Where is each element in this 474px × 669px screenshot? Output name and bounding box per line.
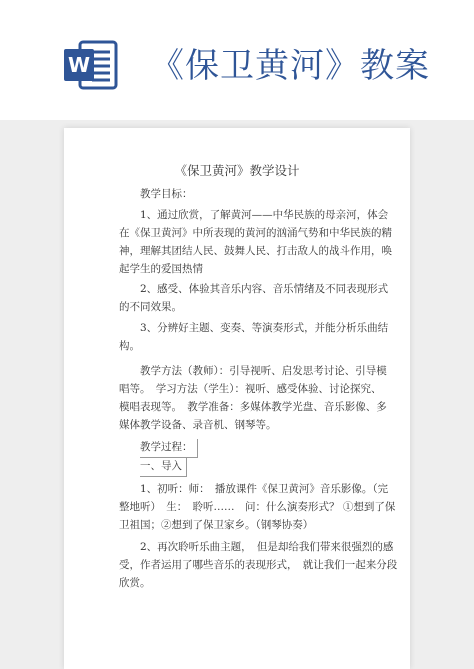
paragraph-line: 神，理解其团结人民、鼓舞人民、打击敌人的战斗作用，唤: [119, 245, 392, 257]
paragraph-line: 欣赏。: [119, 577, 151, 589]
paragraph-line: 1、初听：师： 播放课件《保卫黄河》音乐影像。（完: [140, 483, 389, 495]
paragraph-line: 受，作者运用了哪些音乐的表现形式， 就让我们一起来分段: [119, 559, 398, 571]
paragraph-line: 的不同效果。: [119, 301, 182, 313]
paragraph-line: 2、感受、体验其音乐内容、音乐情绪及不同表现形式: [140, 283, 389, 295]
document-title: 《保卫黄河》教学设计: [174, 163, 300, 178]
paragraph-line: 整地听） 生： 聆听…… 问：什么演奏形式？ ①想到了保: [119, 501, 396, 513]
header-banner: [0, 0, 474, 120]
word-icon: [62, 36, 120, 94]
paragraph-line: 起学生的爱国热情: [119, 263, 203, 275]
document-page: [64, 128, 410, 669]
paragraph-line: 构。: [119, 340, 140, 352]
paragraph-line: 教学目标：: [140, 188, 193, 200]
page-title: 《保卫黄河》教案: [150, 46, 430, 86]
paragraph-line: 媒体教学设备、录音机、钢琴等。: [119, 419, 277, 431]
section-heading: 一、导入: [140, 458, 187, 477]
paragraph-line: 在《保卫黄河》中所表现的黄河的汹涌气势和中华民族的精: [119, 227, 392, 239]
paragraph-line: 教学方法（教师）：引导视听、启发思考讨论、引导模: [140, 365, 387, 377]
section-heading: 教学过程：: [140, 439, 198, 458]
word-icon-letter: W: [67, 53, 91, 77]
paragraph-line: 1、通过欣赏，了解黄河——中华民族的母亲河，体会: [140, 209, 389, 221]
paragraph-line: 唱等。 学习方法（学生）：视听、感受体验、讨论探究、: [119, 383, 382, 395]
paragraph-line: 模唱表现等。 教学准备：多媒体教学光盘、音乐影像、多: [119, 401, 387, 413]
paragraph-line: 3、分辨好主题、变奏、等演奏形式，并能分析乐曲结: [140, 322, 389, 334]
paragraph-line: 卫祖国；②想到了保卫家乡。（钢琴协奏）: [119, 519, 314, 531]
paragraph-line: 2、再次聆听乐曲主题， 但是却给我们带来很强烈的感: [140, 541, 394, 553]
